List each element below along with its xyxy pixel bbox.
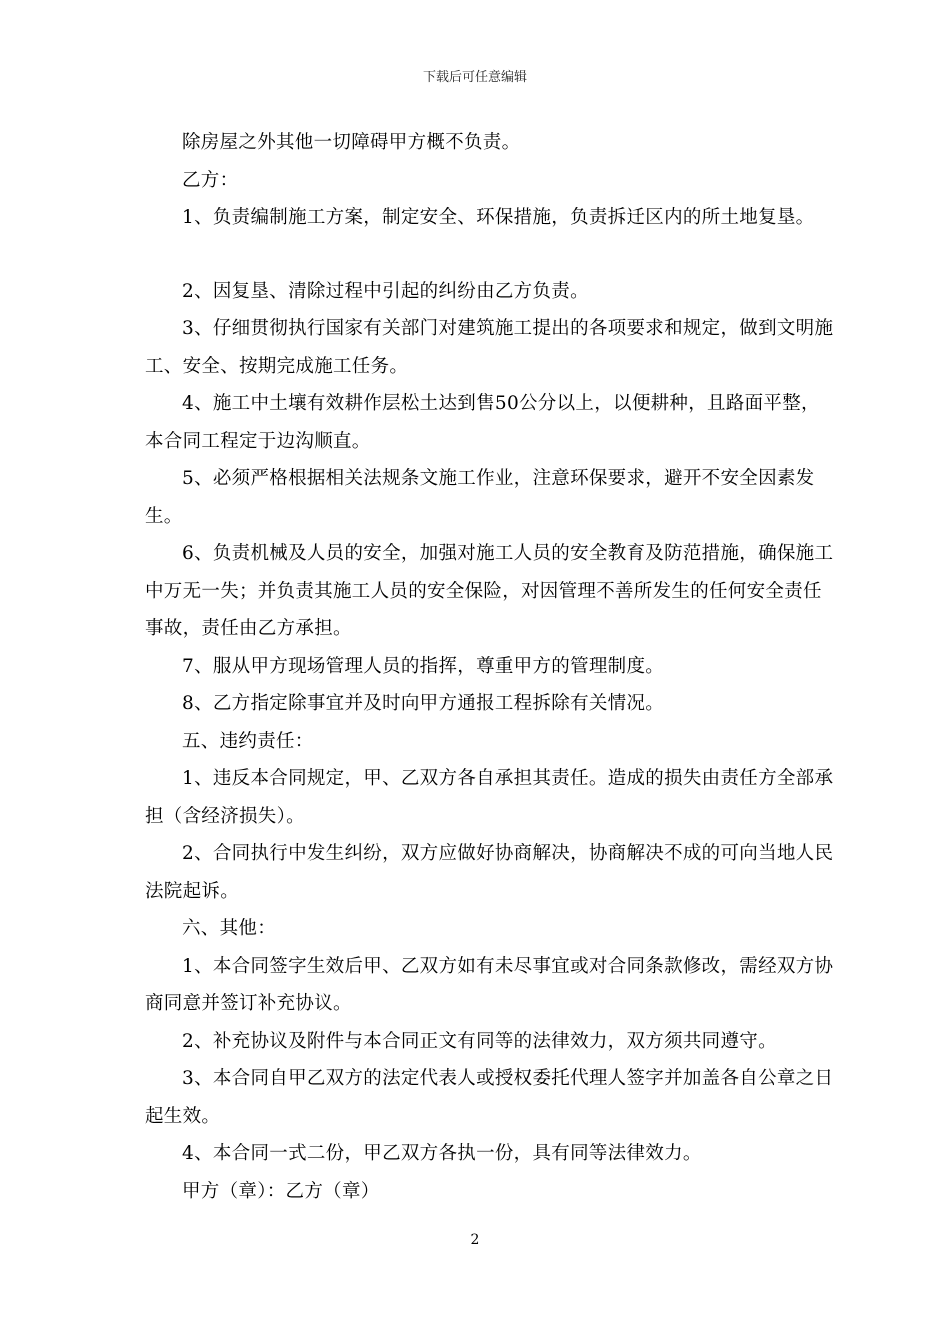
paragraph-b-item-1: 1、负责编制施工方案，制定安全、环保措施，负责拆迁区内的所土地复垦。 xyxy=(182,207,815,228)
paragraph-b-item-6: 6、负责机械及人员的安全，加强对施工人员的安全教育及防范措施，确保施工中万无一失；并负责其施工人员的安全保险，对因管理不善所发生的任何安全责任事故，责任由乙方承担。 xyxy=(145,543,834,639)
paragraph-party-b-heading: 乙方： xyxy=(182,169,239,191)
paragraph-other-2: 2、补充协议及附件与本合同正文有同等的法律效力，双方须共同遵守。 xyxy=(182,1030,777,1052)
section-heading-other: 六、其他： xyxy=(182,918,277,939)
paragraph-b-item-3: 3、仔细贯彻执行国家有关部门对建筑施工提出的各项要求和规定，做到文明施工、安全、按期完成施工任务。 xyxy=(145,318,834,377)
paragraph-other-3: 3、本合同自甲乙双方的法定代表人或授权委托代理人签字并加盖各自公章之日起生效。 xyxy=(145,1068,834,1127)
paragraph-b-item-5: 5、必须严格根据相关法规条文施工作业，注意环保要求，避开不安全因素发生。 xyxy=(145,468,815,527)
page-number: 2 xyxy=(470,1232,480,1248)
paragraph-b-item-7: 7、服从甲方现场管理人员的指挥，尊重甲方的管理制度。 xyxy=(182,655,665,677)
paragraph-b-item-4: 4、施工中土壤有效耕作层松土达到售50公分以上，以便耕种，且路面平整，本合同工程定于边沟顺直。 xyxy=(145,393,820,452)
paragraph-b-item-2: 2、因复垦、清除过程中引起的纠纷由乙方负责。 xyxy=(182,280,589,302)
paragraph-other-4: 4、本合同一式二份，甲乙双方各执一份，具有同等法律效力。 xyxy=(182,1143,702,1164)
paragraph-other-1: 1、本合同签字生效后甲、乙双方如有未尽事宜或对合同条款修改，需经双方协商同意并签订补充协议。 xyxy=(145,955,834,1014)
document-body xyxy=(145,124,835,1210)
section-heading-liability: 五、违约责任： xyxy=(182,730,314,752)
paragraph-liability-2: 2、合同执行中发生纠纷，双方应做好协商解决，协商解决不成的可向当地人民法院起诉。 xyxy=(145,843,834,902)
signature-line: 甲方（章）：乙方（章） xyxy=(182,1180,380,1202)
paragraph-1: 除房屋之外其他一切障碍甲方概不负责。 xyxy=(182,132,521,153)
blank-line xyxy=(145,237,835,273)
paragraph-liability-1: 1、违反本合同规定，甲、乙双方各自承担其责任。造成的损失由责任方全部承担（含经济损失）。 xyxy=(145,768,834,827)
paragraph-b-item-8: 8、乙方指定除事宜并及时向甲方通报工程拆除有关情况。 xyxy=(182,693,665,714)
page-header: 下载后可任意编辑 xyxy=(422,70,527,85)
